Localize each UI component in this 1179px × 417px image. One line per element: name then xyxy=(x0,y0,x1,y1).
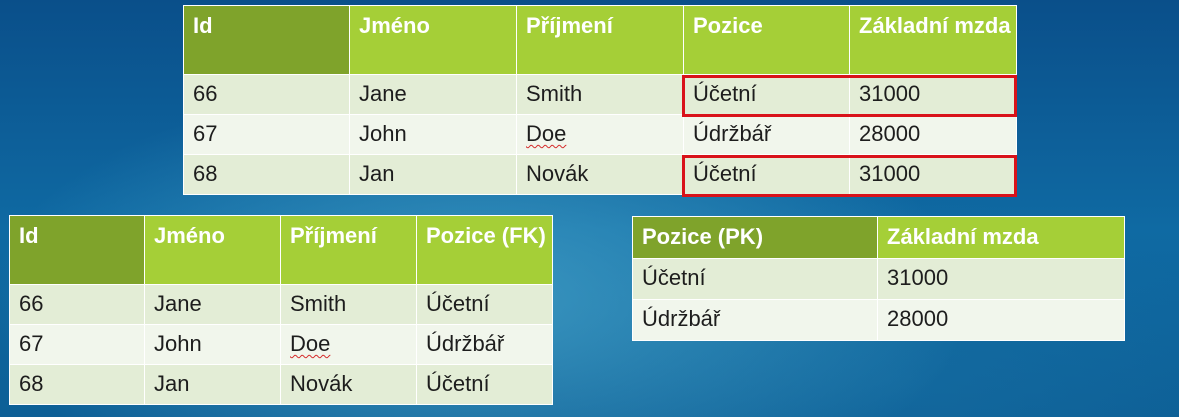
cell-base-salary: 31000 xyxy=(850,75,1017,115)
table-header-row xyxy=(10,216,553,285)
table-row xyxy=(10,325,553,365)
cell-id: 66 xyxy=(184,75,350,115)
column-header-first-name: Jméno xyxy=(350,6,517,75)
cell-position: Účetní xyxy=(684,155,850,195)
cell-position: Účetní xyxy=(417,285,553,325)
cell-id: 67 xyxy=(184,115,350,155)
column-header-base-salary: Základní mzda xyxy=(850,6,1017,75)
column-header-id: Id xyxy=(10,216,145,285)
cell-base-salary: 31000 xyxy=(878,259,1125,300)
cell-last-name: Novák xyxy=(517,155,684,195)
column-header-last-name: Příjmení xyxy=(281,216,417,285)
cell-position: Účetní xyxy=(684,75,850,115)
cell-first-name: Jan xyxy=(145,365,281,405)
table-row xyxy=(10,285,553,325)
cell-position: Účetní xyxy=(633,259,878,300)
table-row xyxy=(184,75,1017,115)
table-row xyxy=(633,259,1125,300)
table-row xyxy=(184,155,1017,195)
table-row xyxy=(184,115,1017,155)
employees-table xyxy=(9,215,553,405)
table-row xyxy=(10,365,553,405)
cell-position: Údržbář xyxy=(417,325,553,365)
cell-last-name: Smith xyxy=(517,75,684,115)
salary-table-combined xyxy=(183,5,1017,195)
column-header-position-fk: Pozice (FK) xyxy=(417,216,553,285)
cell-last-name xyxy=(517,115,684,155)
cell-last-name: Novák xyxy=(281,365,417,405)
spellcheck-word: Doe xyxy=(526,121,567,146)
cell-position: Údržbář xyxy=(633,300,878,341)
table-header-row xyxy=(633,217,1125,259)
spellcheck-word: Doe xyxy=(290,331,331,356)
column-header-base-salary: Základní mzda xyxy=(878,217,1125,259)
cell-id: 68 xyxy=(184,155,350,195)
cell-last-name xyxy=(281,325,417,365)
cell-base-salary: 31000 xyxy=(850,155,1017,195)
table-row xyxy=(633,300,1125,341)
table-header-row xyxy=(184,6,1017,75)
cell-first-name: Jane xyxy=(350,75,517,115)
cell-first-name: Jan xyxy=(350,155,517,195)
cell-base-salary: 28000 xyxy=(850,115,1017,155)
cell-first-name: John xyxy=(145,325,281,365)
cell-first-name: John xyxy=(350,115,517,155)
cell-position: Účetní xyxy=(417,365,553,405)
column-header-id: Id xyxy=(184,6,350,75)
column-header-position: Pozice xyxy=(684,6,850,75)
positions-table xyxy=(632,216,1125,341)
column-header-first-name: Jméno xyxy=(145,216,281,285)
column-header-last-name: Příjmení xyxy=(517,6,684,75)
cell-last-name: Smith xyxy=(281,285,417,325)
cell-base-salary: 28000 xyxy=(878,300,1125,341)
cell-first-name: Jane xyxy=(145,285,281,325)
cell-id: 67 xyxy=(10,325,145,365)
cell-id: 66 xyxy=(10,285,145,325)
cell-id: 68 xyxy=(10,365,145,405)
column-header-position-pk: Pozice (PK) xyxy=(633,217,878,259)
cell-position: Údržbář xyxy=(684,115,850,155)
